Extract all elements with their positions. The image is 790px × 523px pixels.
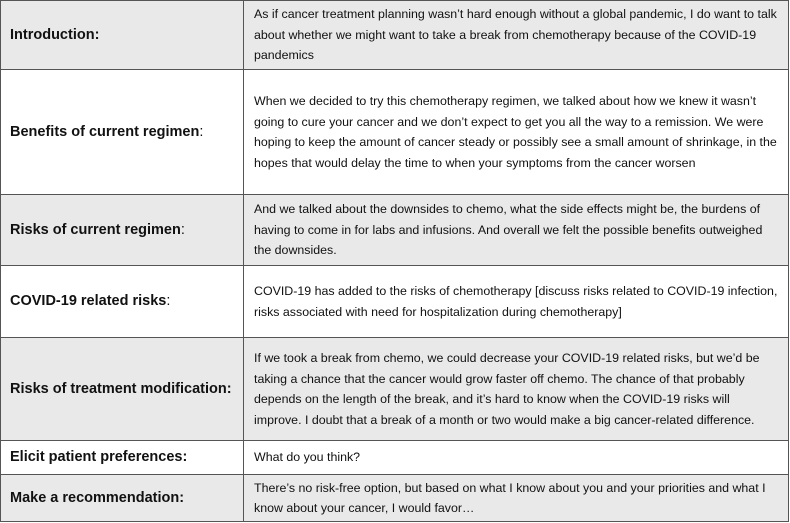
row-text: What do you think?: [254, 450, 361, 465]
row-label-cell: [1, 70, 244, 195]
row-label-cell: [1, 266, 244, 338]
row-text: COVID-19 has added to the risks of chemotherapy [discuss risks related to COVID-19 infection, risks associated with need for hospitalization during chemotherapy]: [254, 284, 778, 319]
row-label: Benefits of current regimen: [10, 123, 200, 140]
table-row: [1, 266, 789, 338]
row-label: Elicit patient preferences:: [10, 449, 188, 465]
row-text-cell: [244, 475, 789, 522]
row-label-cell: [1, 195, 244, 266]
row-label: COVID-19 related risks: [10, 293, 167, 309]
row-label-suffix: :: [180, 221, 185, 238]
row-label-cell: [1, 441, 244, 475]
row-label: Make a recommendation:: [10, 489, 185, 506]
row-label: Introduction:: [10, 26, 100, 43]
row-label-suffix: :: [199, 123, 204, 140]
row-text-cell: [244, 266, 789, 338]
table-row: [1, 195, 789, 266]
row-text-cell: [244, 1, 789, 70]
row-text: And we talked about the downsides to chemo, what the side effects might be, the burdens of having to come in for labs and infusions. And overall we felt the possible benefits outweighed the downsides.: [254, 202, 763, 258]
table-row: [1, 441, 789, 475]
row-label-cell: [1, 1, 244, 70]
table-row: [1, 70, 789, 195]
row-label-cell: [1, 338, 244, 441]
row-label-cell: [1, 475, 244, 522]
row-text: There’s no risk-free option, but based on what I know about you and your priorities and what I know about your cancer, I would favor…: [254, 480, 766, 515]
table-row: [1, 1, 789, 70]
row-label: Risks of treatment modification:: [10, 380, 232, 397]
row-text-cell: [244, 338, 789, 441]
row-text-cell: [244, 195, 789, 266]
row-text: If we took a break from chemo, we could decrease your COVID-19 related risks, but we’d be taking a chance that the cancer would grow faster off chemo. The chance of that probably depends on the length of the break, and it’s hard to know when the COVID-19 risks will improve. I doubt that a break of a month or two would make a big cancer-related difference.: [254, 351, 760, 427]
table-row: [1, 475, 789, 522]
row-label-suffix: :: [166, 293, 171, 309]
row-text: When we decided to try this chemotherapy regimen, we talked about how we knew it wasn’t going to cure your cancer and we don’t expect to get you all the way to a remission. We were hoping to keep the amount of cancer steady or possibly see a small amount of shrinkage, in the hopes that would delay the time to when your symptoms from the cancer worsen: [254, 94, 777, 170]
row-text-cell: [244, 441, 789, 475]
row-label: Risks of current regimen: [10, 221, 181, 238]
row-text-cell: [244, 70, 789, 195]
row-text: As if cancer treatment planning wasn’t hard enough without a global pandemic, I do want to talk about whether we might want to take a break from chemotherapy because of the COVID-19 pandemics: [254, 7, 777, 63]
table-row: [1, 338, 789, 441]
